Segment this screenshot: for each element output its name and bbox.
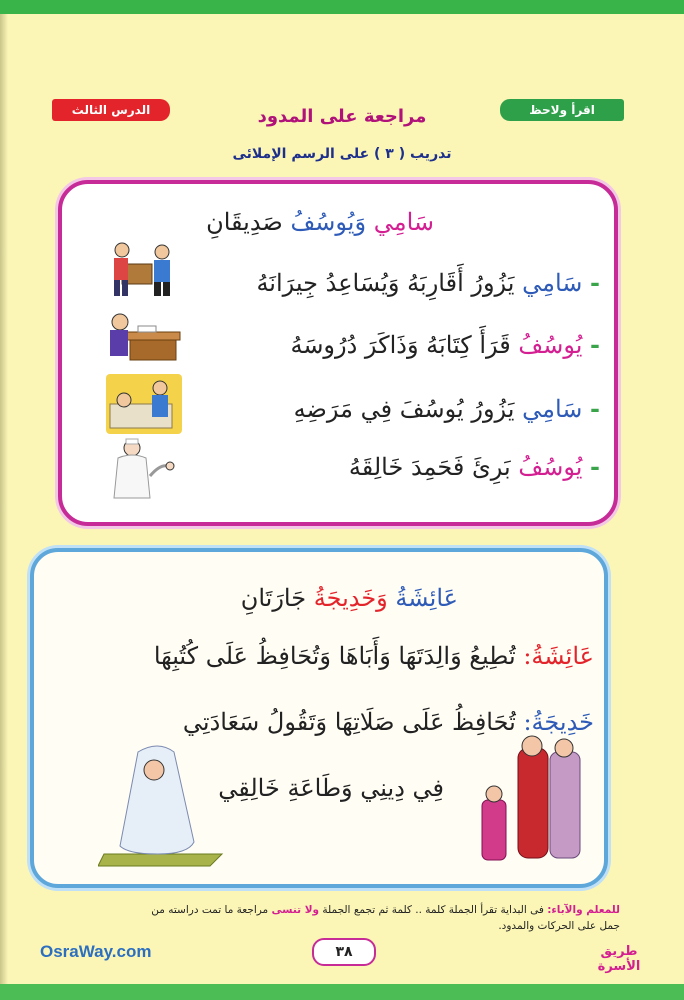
line-name: يُوسُفُ: [518, 453, 583, 481]
panel2-heading: [241, 584, 458, 612]
boy-studying-illustration: [106, 310, 182, 362]
panel1-heading: [206, 208, 434, 236]
line-text: يَزُورُ أَقَارِبَهُ وَيُسَاعِدُ جِيرَانَهُ: [256, 269, 515, 297]
boy-praying-illustration: [110, 436, 186, 500]
line-name: يُوسُفُ: [518, 331, 583, 359]
panel2-line-3: [218, 774, 444, 802]
heading-name-yousef: وَيُوسُفُ: [290, 208, 367, 236]
panel-aisha-khadija: [30, 548, 608, 888]
heading-rest: صَدِيقَانِ: [206, 208, 283, 236]
sick-boy-in-bed-illustration: [106, 374, 182, 434]
section-ribbon: اقرأ ولاحظ: [500, 99, 624, 121]
note-label: للمعلم والآباء:: [547, 904, 620, 916]
line-name: عَائِشَةُ:: [523, 642, 594, 670]
line-bullet: -: [590, 268, 600, 297]
mother-and-daughter-illustration: [466, 728, 592, 872]
heading-name-sami: سَامِي: [373, 208, 434, 236]
bottom-green-bar: [0, 984, 684, 1000]
top-green-bar: [0, 0, 684, 14]
line-name: سَامِي: [522, 395, 583, 423]
lesson-ribbon: الدرس الثالث: [52, 99, 170, 121]
page-title: مراجعة على المدود: [257, 106, 427, 127]
note-text-1: فى البداية تقرأ الجملة كلمة .. كلمة ثم تجمع الجملة: [322, 904, 544, 916]
brand-logo: طريق الأسرة: [597, 944, 641, 974]
page-number: ٣٨: [312, 938, 376, 966]
heading-name-aisha: عَائِشَةُ: [395, 584, 458, 612]
note-line-1: [60, 902, 620, 918]
teacher-parent-note: [60, 902, 620, 934]
line-name: خَدِيجَةُ:: [523, 708, 594, 736]
line-name: سَامِي: [522, 269, 583, 297]
line-text: تُحَافِظُ عَلَى صَلَاتِهَا وَتَقُولُ سَعَادَتِي: [182, 708, 516, 736]
heading-rest: جَارَتَانِ: [240, 584, 307, 612]
line-text: قَرَأَ كِتَابَهُ وَذَاكَرَ دُرُوسَهُ: [290, 331, 511, 359]
website-logo: OsraWay.com: [40, 942, 152, 961]
panel1-line-1: [256, 268, 600, 297]
line-text: فِي دِينِي وَطَاعَةِ خَالِقِي: [218, 774, 444, 802]
line-bullet: -: [590, 330, 600, 359]
panel2-line-1: [154, 642, 594, 670]
note-emphasis: ولا تنسى: [271, 904, 320, 916]
line-bullet: -: [590, 394, 600, 423]
panel1-line-2: [290, 330, 600, 359]
panel1-line-3: [294, 394, 600, 423]
woman-praying-illustration: [98, 742, 228, 868]
panel1-line-4: [349, 452, 600, 481]
note-line-2: جمل على الحركات والمدود.: [498, 920, 620, 932]
line-text: يَزُورُ يُوسُفَ فِي مَرَضِهِ: [293, 395, 515, 423]
heading-name-khadija: وَخَدِيجَةُ: [313, 584, 388, 612]
panel-sami-yousef: [58, 180, 618, 526]
note-text-2: مراجعة ما تمت دراسته من: [151, 904, 269, 916]
line-bullet: -: [590, 452, 600, 481]
page-subtitle: تدريب ( ٣ ) على الرسم الإملائى: [232, 146, 452, 162]
line-text: بَرِئَ فَحَمِدَ خَالِقَهُ: [348, 453, 511, 481]
boys-carrying-box-illustration: [108, 240, 178, 300]
line-text: تُطِيعُ وَالِدَتَهَا وَأَبَاهَا وَتُحَافِظُ عَلَى كُتُبِهَا: [153, 642, 516, 670]
